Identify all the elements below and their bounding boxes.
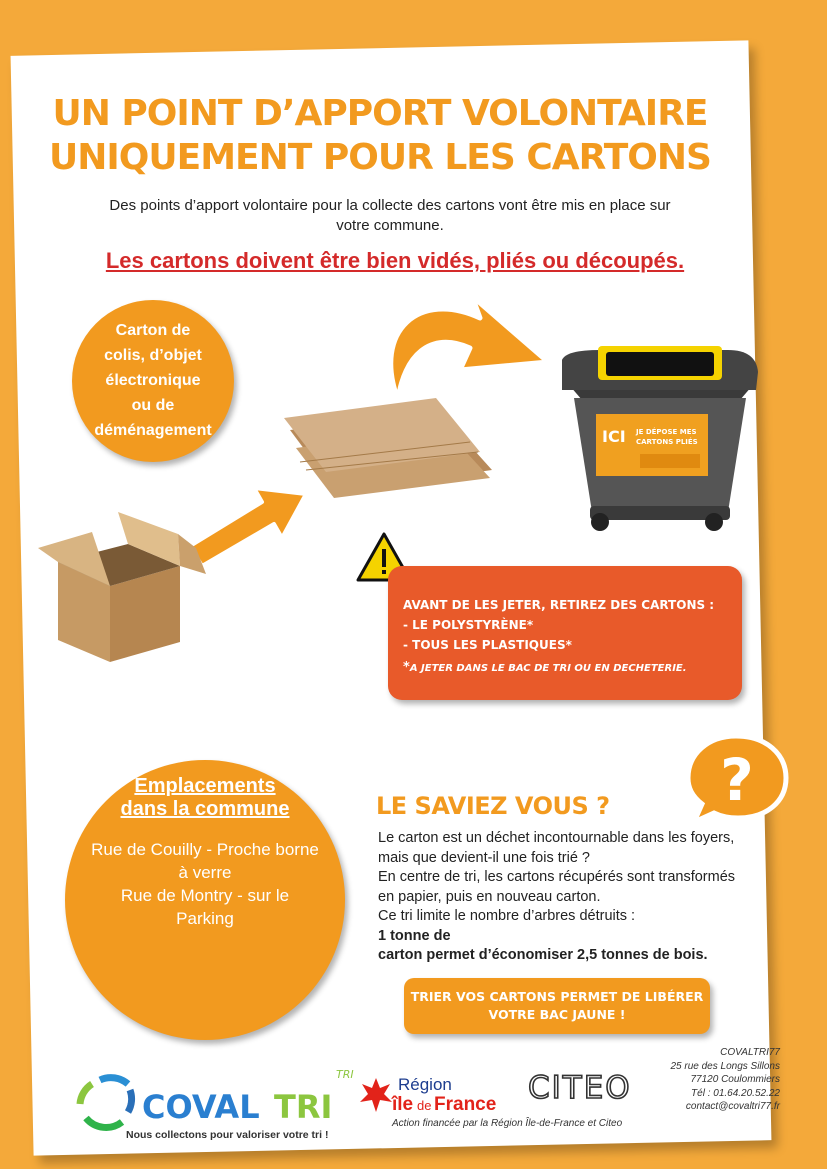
remove-line-1: AVANT DE LES JETER, RETIREZ DES CARTONS : — [403, 598, 715, 612]
svg-text:Nous collectons pour valoriser: Nous collectons pour valoriser votre tri ! — [126, 1129, 329, 1140]
svg-text:France: France — [434, 1094, 497, 1115]
saviez-line-5-normal: Ce tri limite le nombre d’arbres détruits : — [378, 908, 636, 924]
contact-city: 77120 Coulommiers — [690, 1074, 780, 1085]
locations-list — [75, 838, 335, 930]
contact-block — [620, 1046, 780, 1114]
carton-line-2: colis, d’objet — [104, 347, 202, 364]
location-line-4: Parking — [176, 909, 234, 928]
saviez-title: LE SAVIEZ VOUS ? — [376, 792, 610, 820]
svg-text:TRI: TRI — [336, 1068, 354, 1081]
locations-heading-1: Emplacements — [134, 775, 276, 797]
remove-note — [403, 660, 687, 675]
cta-line-2: VOTRE BAC JAUNE ! — [488, 1007, 626, 1022]
saviez-line-5 — [378, 907, 778, 946]
locations-heading-2: dans la commune — [120, 798, 290, 820]
recycle-icon — [80, 1078, 132, 1128]
remove-note-text: A JETER DANS LE BAC DE TRI OU EN DECHETERIE. — [409, 663, 687, 674]
funding-text: Action financée par la Région Île-de-France et Citeo — [392, 1118, 623, 1129]
covaltri-logo — [72, 1060, 362, 1140]
svg-text:JE DÉPOSE MES: JE DÉPOSE MES — [636, 428, 697, 436]
svg-text:CITEO: CITEO — [528, 1070, 632, 1106]
title-line-2: UNIQUEMENT POUR LES CARTONS — [49, 137, 711, 178]
remove-line-3: - TOUS LES PLASTIQUES* — [403, 638, 572, 652]
folded-instruction: Les cartons doivent être bien vidés, pliés ou découpés. — [105, 248, 685, 273]
remove-note-star: * — [403, 660, 410, 675]
locations-circle — [65, 760, 345, 1040]
region-idf-logo — [356, 1070, 526, 1116]
svg-text:TRI: TRI — [274, 1088, 333, 1126]
saviez-body — [378, 829, 778, 966]
intro-line-1: Des points d’apport volontaire pour la collecte des cartons vont être mis en place sur — [109, 197, 671, 214]
svg-text:île: île — [392, 1094, 414, 1115]
svg-text:CARTONS PLIÉS: CARTONS PLIÉS — [636, 438, 698, 446]
contact-address: 25 rue des Longs Sillons — [670, 1060, 780, 1072]
remove-line-2: - LE POLYSTYRÈNE* — [403, 618, 534, 632]
saviez-line-6-bold: carton permet d’économiser 2,5 tonnes de bois. — [378, 947, 708, 963]
carton-line-3: électronique — [105, 372, 201, 389]
carton-bin-image — [562, 346, 758, 531]
title-line-1: UN POINT D’APPORT VOLONTAIRE — [52, 93, 708, 134]
location-line-1: Rue de Couilly - Proche borne — [91, 840, 319, 859]
flattened-cartons-image — [284, 398, 492, 498]
svg-text:COVAL: COVAL — [142, 1088, 260, 1126]
saviez-line-2: mais que devient-il une fois trié ? — [378, 849, 590, 866]
cardboard-box-image — [38, 512, 206, 662]
carton-line-1: Carton de — [115, 322, 191, 339]
carton-line-4: ou de — [131, 397, 175, 414]
free-yellow-bin-banner — [404, 978, 710, 1034]
saviez-line-6 — [378, 946, 778, 966]
saviez-line-3: En centre de tri, les cartons récupérés sont transformés — [378, 869, 736, 885]
saviez-line-1: Le carton est un déchet incontournable dans les foyers, — [378, 830, 735, 846]
saviez-line-4: en papier, puis en nouveau carton. — [378, 888, 601, 905]
contact-email[interactable]: contact@covaltri77.fr — [685, 1101, 780, 1112]
contact-name: COVALTRI77 — [720, 1047, 780, 1058]
carton-line-5: déménagement — [94, 422, 212, 439]
remove-items-box — [388, 566, 742, 700]
curved-arrow-icon — [391, 296, 548, 400]
svg-text:?: ? — [720, 746, 754, 814]
saviez-line-5-bold: 1 tonne de — [378, 927, 451, 944]
contact-phone: Tél : 01.64.20.52.22 — [691, 1087, 780, 1099]
locations-heading — [65, 775, 345, 821]
svg-text:de: de — [417, 1098, 432, 1113]
question-bubble-icon — [686, 730, 796, 830]
region-star-icon — [360, 1078, 392, 1112]
location-line-2: à verre — [178, 863, 232, 882]
intro-line-2: votre commune. — [336, 217, 444, 234]
location-line-3: Rue de Montry - sur le — [120, 886, 290, 905]
svg-text:ICI: ICI — [602, 427, 626, 446]
cta-line-1: TRIER VOS CARTONS PERMET DE LIBÉRER — [410, 989, 704, 1004]
svg-text:Région: Région — [398, 1075, 452, 1094]
straight-arrow-icon — [190, 488, 306, 566]
